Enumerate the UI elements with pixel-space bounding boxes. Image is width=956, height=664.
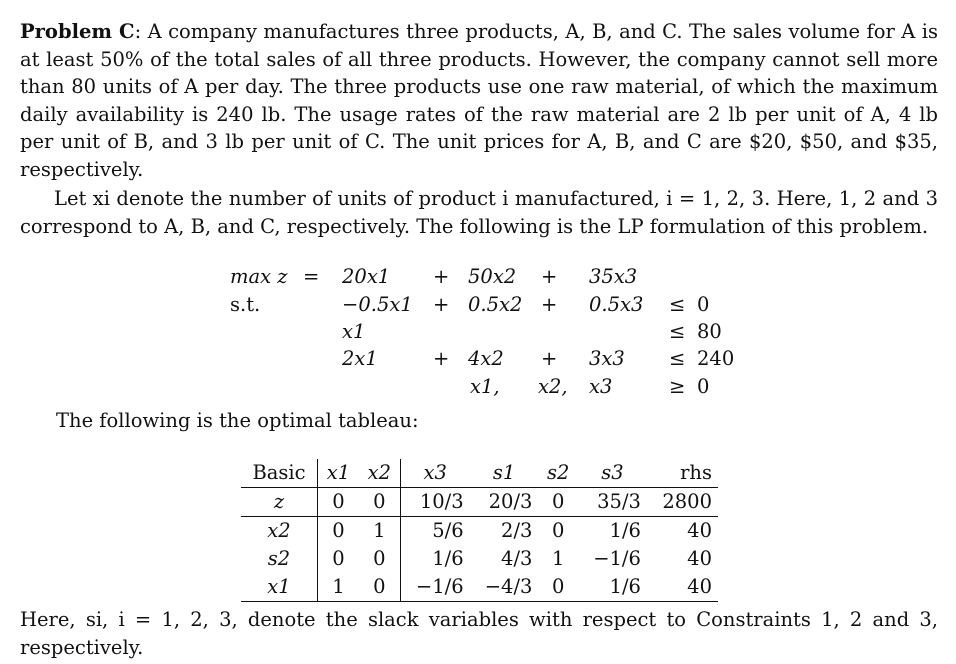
lp-r1-c3: +: [541, 293, 558, 316]
table-cell: 40: [687, 547, 712, 570]
lp-r3-c4: 3x3: [589, 347, 625, 370]
table-cell: x1: [241, 573, 318, 602]
table-cell: 0: [318, 517, 359, 546]
table-cell: 1/6: [578, 517, 647, 546]
tableau-header-x3: x3: [400, 459, 469, 488]
tableau-header-row: [241, 459, 718, 488]
table-cell: 1: [552, 547, 565, 570]
lp-r2-c2: 80: [697, 320, 722, 343]
table-cell: 40: [647, 517, 718, 546]
tableau-header-x1: x1: [318, 459, 359, 488]
lp-r3-c2: 4x2: [468, 347, 504, 370]
table-cell: 35/3: [597, 490, 641, 513]
tableau-intro-text: The following is the optimal tableau:: [56, 409, 419, 432]
table-cell: −1/6: [593, 547, 641, 570]
tableau-intro: [56, 407, 656, 435]
table-cell: 0: [332, 547, 345, 570]
tableau-header-s1: s1: [470, 459, 539, 488]
table-cell: 0: [538, 517, 578, 546]
tableau-row-x2: [241, 517, 718, 546]
slack-variable-note-text: Here, si, i = 1, 2, 3, denote the slack variables with respect to Constraints 1, 2 and 3, respectively.: [20, 608, 938, 659]
lp-r4-c0: x1,: [470, 375, 500, 398]
table-cell: 1/6: [432, 547, 464, 570]
lp-r4-c3: ≥: [669, 375, 686, 398]
table-cell: 5/6: [400, 517, 469, 546]
table-cell: 10/3: [419, 490, 464, 513]
table-cell: 2/3: [470, 517, 539, 546]
lp-r1-c6: 0: [697, 293, 710, 316]
lp-r0-c5: 35x3: [589, 265, 638, 288]
problem-heading: Problem C: [20, 20, 135, 43]
table-cell: z: [241, 488, 318, 517]
lp-r0-c0: =: [303, 265, 320, 288]
table-cell: −1/6: [400, 573, 469, 602]
table-cell: 20/3: [488, 490, 533, 513]
table-cell: s2: [241, 545, 318, 573]
lp-r1-c1: +: [433, 293, 450, 316]
lp-r1-c5: ≤: [669, 293, 686, 316]
table-cell: 1/6: [578, 573, 647, 602]
subject-to-label: s.t.: [230, 293, 261, 316]
lp-r3-c5: ≤: [669, 347, 686, 370]
tableau-header-x2: x2: [359, 459, 400, 488]
tableau-header-rhs: rhs: [647, 459, 718, 488]
tableau-header-basic: Basic: [241, 459, 318, 488]
lp-r1-c4: 0.5x3: [589, 293, 644, 316]
table-cell: 0: [359, 545, 400, 573]
lp-r3-c1: +: [433, 347, 450, 370]
tableau-row-z: [241, 488, 718, 517]
table-cell: 40: [647, 573, 718, 602]
lp-r3-c3: +: [541, 347, 558, 370]
lp-r0-c1: 20x1: [342, 265, 391, 288]
tableau-row-x1: [241, 573, 718, 602]
lp-r0-c2: +: [433, 265, 450, 288]
objective-label: max z: [230, 265, 288, 288]
lp-r4-c2: x3: [589, 375, 613, 398]
table-cell: 1: [318, 573, 359, 602]
tableau-header-s2: s2: [538, 459, 578, 488]
table-cell: 0: [359, 488, 400, 517]
table-cell: x2: [241, 517, 318, 546]
table-cell: 2800: [662, 490, 712, 513]
variable-definition-text: Let xi denote the number of units of product i manufactured, i = 1, 2, 3. Here, 1, 2 and 3 correspond to A, B, and C, respectively. The following is the LP formulation of this problem.: [20, 187, 938, 238]
slack-variable-note: [20, 606, 938, 661]
problem-text: : A company manufactures three products, A, B, and C. The sales volume for A is at least 50% of the total sales of all three products. However, the company cannot sell more than 80 units of A per day. The three products use one raw material, of which the maximum daily availability is 240 lb. The usage rates of the raw material are 2 lb per unit of A, 4 lb per unit of B, and 3 lb per unit of C. The unit prices for A, B, and C are $20, $50, and $35, respectively.: [20, 20, 938, 181]
table-cell: −4/3: [470, 573, 539, 602]
lp-r3-c0: 2x1: [342, 347, 378, 370]
lp-r1-c0: −0.5x1: [342, 293, 413, 316]
lp-r2-c1: ≤: [669, 320, 686, 343]
optimal-tableau: [241, 459, 718, 602]
lp-r3-c6: 240: [697, 347, 735, 370]
lp-r2-c0: x1: [342, 320, 366, 343]
table-cell: 0: [538, 573, 578, 602]
table-cell: 4/3: [501, 547, 533, 570]
lp-r1-c2: 0.5x2: [468, 293, 523, 316]
table-cell: 0: [332, 490, 345, 513]
table-cell: 0: [552, 490, 565, 513]
lp-r0-c4: +: [541, 265, 558, 288]
table-cell: 0: [359, 573, 400, 602]
lp-r4-c1: x2,: [538, 375, 568, 398]
lp-r4-c4: 0: [697, 375, 710, 398]
table-cell: 1: [359, 517, 400, 546]
lp-r0-c3: 50x2: [468, 265, 517, 288]
tableau-header-s3: s3: [578, 459, 647, 488]
tableau-row-s2: [241, 545, 718, 573]
